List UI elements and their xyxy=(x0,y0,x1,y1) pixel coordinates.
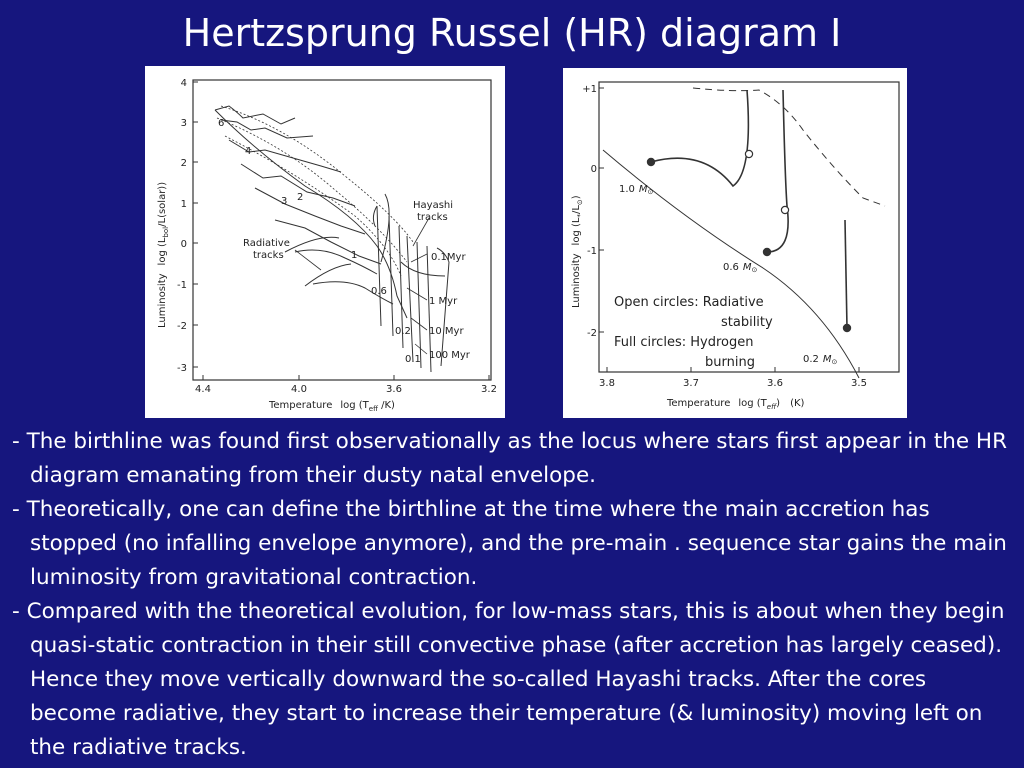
mass-label: 2 xyxy=(297,192,304,203)
x-tick: 4.4 xyxy=(195,384,211,395)
x-tick: 3.6 xyxy=(386,384,402,395)
y-axis-ticks xyxy=(582,84,597,339)
y-tick: 3 xyxy=(180,118,187,129)
y-axis-ticks xyxy=(177,78,187,374)
x-tick: 4.0 xyxy=(291,384,307,395)
y-tick: 4 xyxy=(180,78,187,89)
radiative-stability-marker xyxy=(745,150,752,157)
mass-label: 6 xyxy=(218,118,225,129)
mass-label: 0.1 xyxy=(405,354,421,365)
legend-full-circles-cont: burning xyxy=(705,355,755,370)
y-tick: -2 xyxy=(177,321,187,332)
mass-label: 0.2 xyxy=(395,326,411,337)
age-label: 100 Myr xyxy=(429,350,470,361)
hydrogen-burning-marker xyxy=(843,324,850,331)
y-tick: +1 xyxy=(582,84,597,95)
hydrogen-burning-marker xyxy=(647,158,654,165)
legend-open-circles-cont: stability xyxy=(721,315,773,330)
y-tick: -3 xyxy=(177,363,187,374)
x-tick: 3.8 xyxy=(599,378,615,389)
radiative-label: Radiative xyxy=(243,238,290,249)
x-tick: 3.5 xyxy=(851,378,867,389)
hayashi-label: tracks xyxy=(417,212,448,223)
low-mass-tracks-svg xyxy=(563,68,907,418)
y-axis-label: Luminositylog $(L_{bol}/L(solar))$ xyxy=(157,181,170,328)
hr-tracks-svg xyxy=(145,66,505,418)
x-axis-ticks xyxy=(195,384,497,395)
age-label: 0.1Myr xyxy=(431,252,466,263)
mass-label: 1.0 $M_⊙$ xyxy=(619,184,654,196)
y-tick: -1 xyxy=(177,280,187,291)
y-tick: 1 xyxy=(180,199,187,210)
radiative-annotation xyxy=(243,238,290,261)
x-tick: 3.2 xyxy=(481,384,497,395)
mass-label: 0.6 $M_⊙$ xyxy=(723,262,758,274)
y-tick: -1 xyxy=(587,246,597,257)
mass-label: 3 xyxy=(281,196,288,207)
y-tick: 0 xyxy=(180,239,187,250)
legend-open-circles: Open circles: Radiative xyxy=(614,295,764,310)
mass-label: 0.6 xyxy=(371,286,387,297)
hydrogen-burning-marker xyxy=(763,248,770,255)
age-labels xyxy=(429,252,471,361)
age-label: 10 Myr xyxy=(429,326,464,337)
mass-label: 1 xyxy=(351,250,358,261)
mass-label: 4 xyxy=(245,146,252,157)
y-tick: 2 xyxy=(180,158,187,169)
x-tick: 3.7 xyxy=(683,378,699,389)
x-axis-ticks xyxy=(599,378,867,389)
x-axis-label: Temperature $\log (T_{eff})$ (K) xyxy=(667,398,805,411)
y-axis-label: Luminositylog $(L_*/L_⊙)$ xyxy=(571,195,584,308)
age-label: 1 Myr xyxy=(429,296,458,307)
hr-diagram-low-mass-tracks xyxy=(563,68,907,418)
mass-label: 0.2 $M_⊙$ xyxy=(803,354,838,366)
slide-title: Hertzsprung Russel (HR) diagram I xyxy=(182,11,842,55)
marker-legend xyxy=(614,295,773,370)
hr-diagram-evolutionary-tracks xyxy=(145,66,505,418)
bullet-birthline-observational: - The birthline was found first observationally as the locus where stars first appear in the HR diagram emanating from their dusty natal envelope. xyxy=(12,429,1008,488)
hayashi-label: Hayashi xyxy=(413,200,454,211)
radiative-label: tracks xyxy=(253,250,284,261)
bullet-hayashi-radiative: - Compared with the theoretical evolution, for low-mass stars, this is about when they begin quasi-static contraction in their still convective phase (after accretion has largely ceased). Hence they move vertically downward the so-called Hayashi tracks. After the cores become radiative, they start to increase their temperature (& luminosity) moving left on the radiative tracks. xyxy=(12,599,1005,760)
hayashi-annotation xyxy=(413,200,453,223)
stellar-tracks xyxy=(651,90,847,328)
y-tick: 0 xyxy=(590,164,597,175)
x-tick: 3.6 xyxy=(767,378,783,389)
slide-body xyxy=(12,425,1012,765)
legend-full-circles: Full circles: Hydrogen xyxy=(614,335,754,350)
radiative-stability-marker xyxy=(781,206,788,213)
x-axis-label: Temperature $\log (T_{eff}$ /K) xyxy=(269,400,395,413)
bullet-birthline-theoretical: - Theoretically, one can define the birthline at the time where the main accretion has stopped (no infalling envelope anymore), and the pre-main . sequence star gains the main luminosity from gravitational contraction. xyxy=(12,497,1007,590)
y-tick: -2 xyxy=(587,328,597,339)
